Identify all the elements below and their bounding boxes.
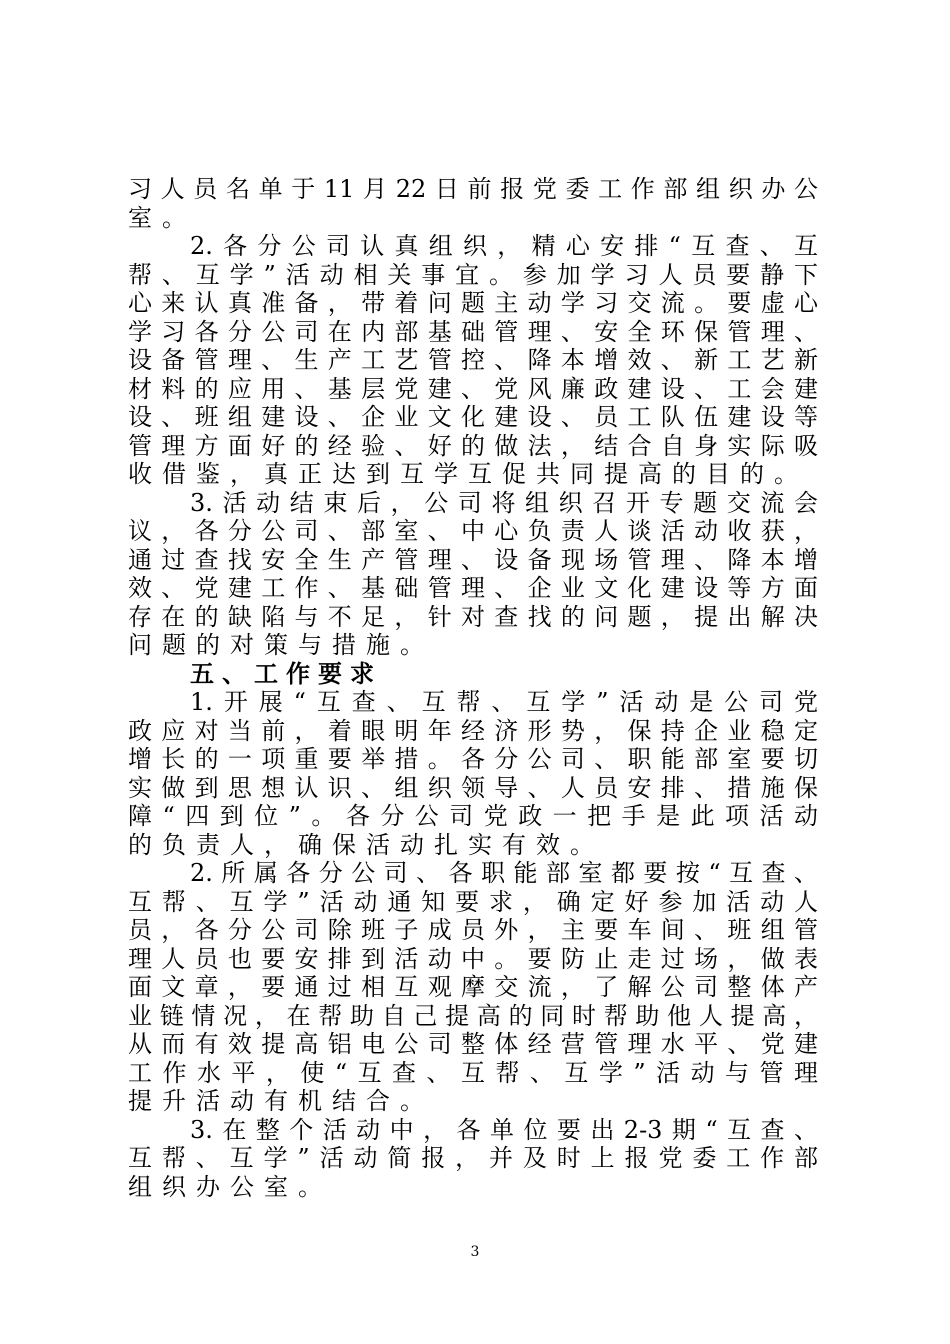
body-text-line: 面文章，要通过相互观摩交流，了解公司整体产 <box>128 973 818 1001</box>
body-text-line: 2.所属各分公司、各职能部室都要按“互查、 <box>190 859 818 887</box>
body-text-line: 互帮、互学”活动简报，并及时上报党委工作部 <box>128 1144 818 1172</box>
body-text-line: 3.活动结束后，公司将组织召开专题交流会 <box>190 489 818 517</box>
body-text-line: 设、班组建设、企业文化建设、员工队伍建设等 <box>128 403 818 431</box>
body-text-line: 效、党建工作、基础管理、企业文化建设等方面 <box>128 574 818 602</box>
body-text-line: 通过查找安全生产管理、设备现场管理、降本增 <box>128 546 818 574</box>
body-text-line: 3.在整个活动中，各单位要出2-3期“互查、 <box>190 1116 818 1144</box>
body-text-line: 帮、互学”活动相关事宜。参加学习人员要静下 <box>128 261 818 289</box>
body-text-line: 材料的应用、基层党建、党风廉政建设、工会建 <box>128 375 818 403</box>
body-text-line: 增长的一项重要举措。各分公司、职能部室要切 <box>128 745 818 773</box>
body-text-line: 障“四到位”。各分公司党政一把手是此项活动 <box>128 802 818 830</box>
body-text-line: 组织办公室。 <box>128 1173 332 1201</box>
body-text-line: 问题的对策与措施。 <box>128 631 434 659</box>
body-text-line: 心来认真准备，带着问题主动学习交流。要虚心 <box>128 289 818 317</box>
body-text-line: 政应对当前，着眼明年经济形势，保持企业稳定 <box>128 717 818 745</box>
body-text-line: 理人员也要安排到活动中。要防止走过场，做表 <box>128 945 818 973</box>
body-text-line: 习人员名单于11月22日前报党委工作部组织办公 <box>128 175 818 203</box>
body-text-line: 业链情况，在帮助自己提高的同时帮助他人提高， <box>128 1002 818 1030</box>
body-text-line: 的负责人，确保活动扎实有效。 <box>128 831 604 859</box>
body-text-line: 实做到思想认识、组织领导、人员安排、措施保 <box>128 774 818 802</box>
body-text-line: 1.开展“互查、互帮、互学”活动是公司党 <box>190 688 818 716</box>
body-text-line: 收借鉴，真正达到互学互促共同提高的目的。 <box>128 460 808 488</box>
body-text-line: 议，各分公司、部室、中心负责人谈活动收获， <box>128 517 818 545</box>
body-text-line: 设备管理、生产工艺管控、降本增效、新工艺新 <box>128 346 818 374</box>
body-text-line: 提升活动有机结合。 <box>128 1087 434 1115</box>
page-number: 3 <box>470 1244 480 1260</box>
body-text-line: 2.各分公司认真组织，精心安排“互查、互 <box>190 232 818 260</box>
body-text-line: 存在的缺陷与不足，针对查找的问题，提出解决 <box>128 603 818 631</box>
body-text-line: 学习各分公司在内部基础管理、安全环保管理、 <box>128 318 818 346</box>
body-text-line: 从而有效提高铝电公司整体经营管理水平、党建 <box>128 1030 818 1058</box>
body-text-line: 互帮、互学”活动通知要求，确定好参加活动人 <box>128 888 818 916</box>
body-text-line: 工作水平，使“互查、互帮、互学”活动与管理 <box>128 1059 818 1087</box>
body-text-line: 管理方面好的经验、好的做法，结合自身实际吸 <box>128 432 818 460</box>
section-heading: 五、工作要求 <box>190 659 382 688</box>
body-text-line: 室。 <box>128 204 196 232</box>
body-text-line: 员，各分公司除班子成员外，主要车间、班组管 <box>128 916 818 944</box>
